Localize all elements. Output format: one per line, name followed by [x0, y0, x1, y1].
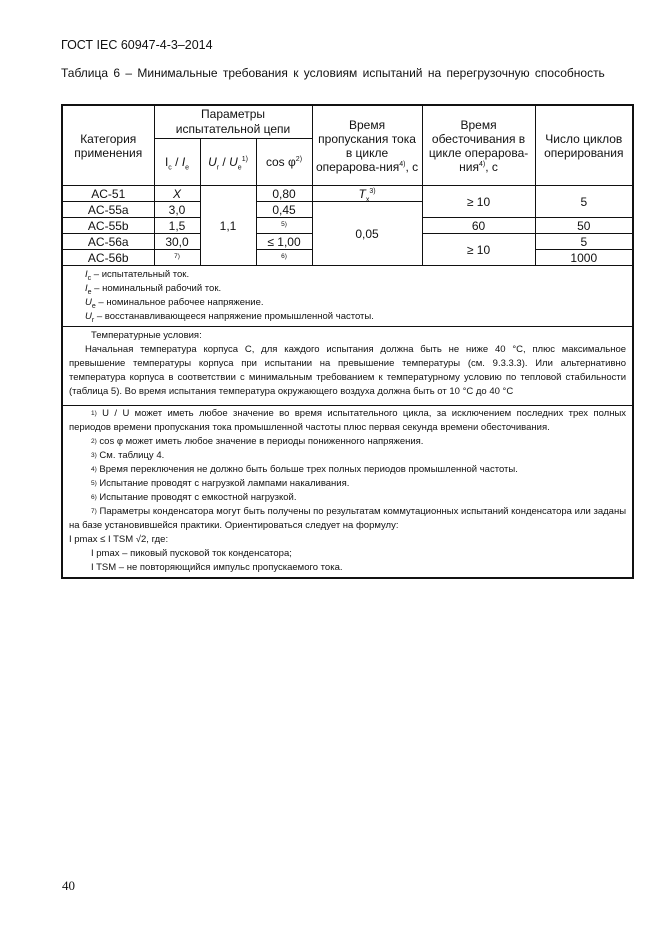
footnote-6: $^{6)}$ Испытание проводят с емкостной нагрузкой. — [91, 492, 297, 503]
ur-ue-merged-value: 1,1 — [200, 186, 256, 266]
row-ac55b-off-time: 60 — [422, 218, 535, 234]
on-time-unit: , с — [405, 159, 419, 174]
row-ac56b-category: AC-56b — [62, 250, 154, 266]
footnote-5: $^{5)}$ Испытание проводят с нагрузкой лампами накаливания. — [91, 478, 350, 489]
header-on-time — [312, 105, 422, 186]
header-category: Категория применения — [62, 105, 154, 186]
footnote-3: $^{3)}$ См. таблицу 4. — [91, 450, 165, 461]
footnote-def-itsm: I TSM – не повторяющийся импульс пропускаемого тока. — [91, 562, 343, 573]
row-ac55b-cycles: 50 — [535, 218, 633, 234]
legend-ie: $I_e$ – номинальный рабочий ток. — [85, 283, 222, 296]
row-ac56a-category: AC-56a — [62, 234, 154, 250]
footnotes-row — [62, 406, 633, 579]
off-time-top-merged: ≥ 10 — [422, 186, 535, 218]
off-time-bottom-merged: ≥ 10 — [422, 234, 535, 266]
footnotes-cell — [62, 406, 633, 579]
header-off-time — [422, 105, 535, 186]
footnote-def-ipmax: I pmax – пиковый пусковой ток конденсатора; — [91, 548, 292, 559]
footnote-1: $^{1)}$ U / U может иметь любое значение во время испытательного цикла, за исключением последних трех полных периодов времени пропускания тока промышленной частоты плюс первая секунда времени обесточивания. — [69, 408, 627, 433]
header-cycles: Число циклов оперирования — [535, 105, 633, 186]
row-ac56b-cos: 6) — [256, 250, 312, 266]
footnote-2: $^{2)}$ cos φ может иметь любое значение в периоды пониженного напряжения. — [91, 436, 424, 447]
document-id: ГОСТ IEC 60947-4-3–2014 — [61, 38, 213, 52]
on-time-label: Время пропускания тока в цикле операрова-ния — [315, 117, 416, 174]
legend-ue: $U_e$ – номинальное рабочее напряжение. — [85, 297, 264, 310]
row-ac56b-ic-ie: 7) — [154, 250, 200, 266]
temperature-title: Температурные условия: — [91, 330, 202, 341]
header-row-1 — [62, 105, 633, 139]
temperature-cell — [62, 327, 633, 406]
page-number: 40 — [62, 878, 75, 893]
row-ac51-cos: 0,80 — [256, 186, 312, 202]
footnote-7: $^{7)}$ Параметры конденсатора могут быть получены по результатам коммутационных испытаний конденсатора или заданы на базе установившейся практики. Ориентироваться следует на формулу: — [69, 506, 627, 531]
row-ac56a-cycles: 5 — [535, 234, 633, 250]
table-caption: Таблица 6 – Минимальные требования к условиям испытаний на перегрузочную способность — [61, 66, 605, 80]
off-time-unit: , с — [485, 159, 498, 174]
row-ac55b-category: AC-55b — [62, 218, 154, 234]
header-ur-ue: $U_r / U_e^{1)}$ — [200, 139, 256, 186]
header-ic-ie: $I_c / I_e$ — [154, 139, 200, 186]
row-ac51-category: AC-51 — [62, 186, 154, 202]
temperature-row — [62, 327, 633, 406]
row-ac55a-cos: 0,45 — [256, 202, 312, 218]
off-time-label: Время обесточивания в цикле операрова-ния — [428, 117, 529, 174]
on-time-note: 4) — [399, 160, 406, 168]
header-cos-phi: $\cos \varphi^{2)}$ — [256, 139, 312, 186]
row-ac55b-cos: 5) — [256, 218, 312, 234]
on-time-merged: 0,05 — [312, 202, 422, 266]
table-row — [62, 186, 633, 202]
footnote-formula: I pmax ≤ I TSM √2, где: — [69, 534, 169, 545]
row-ac55a-category: AC-55a — [62, 202, 154, 218]
row-ac51-on-time: $T_x^{3)}$ — [312, 186, 422, 202]
off-time-note: 4) — [478, 160, 486, 168]
cycles-top-merged: 5 — [535, 186, 633, 218]
row-ac56a-ic-ie: 30,0 — [154, 234, 200, 250]
footnote-4: $^{4)}$ Время переключения не должно быть больше трех полных периодов промышленной частоты. — [91, 464, 518, 475]
row-ac56a-cos: ≤ 1,00 — [256, 234, 312, 250]
legend-ic: $I_c$ – испытательный ток. — [85, 269, 190, 282]
legend-cell — [62, 266, 633, 327]
row-ac55a-ic-ie: 3,0 — [154, 202, 200, 218]
overload-test-table — [61, 104, 634, 579]
row-ac51-ic-ie: X — [154, 186, 200, 202]
temperature-body: Начальная температура корпуса C, для каждого испытания должна быть не ниже 40 °C, плюс максимальное превышение температуры корпуса при испытании на превышение температуры (см. 9.3.3.3). Или альтернативно температура корпуса в соответствии с минимальным требованием к температурному условию по тепловой стабильности (таблица 5). Во время испытания температура окружающего воздуха должна быть от 10 °C до 40 °C — [69, 344, 627, 397]
header-params-group: Параметры испытательной цепи — [154, 105, 312, 139]
row-ac55b-ic-ie: 1,5 — [154, 218, 200, 234]
legend-row — [62, 266, 633, 327]
row-ac56b-cycles: 1000 — [535, 250, 633, 266]
legend-ur: $U_r$ – восстанавливающееся напряжение промышленной частоты. — [85, 311, 374, 324]
